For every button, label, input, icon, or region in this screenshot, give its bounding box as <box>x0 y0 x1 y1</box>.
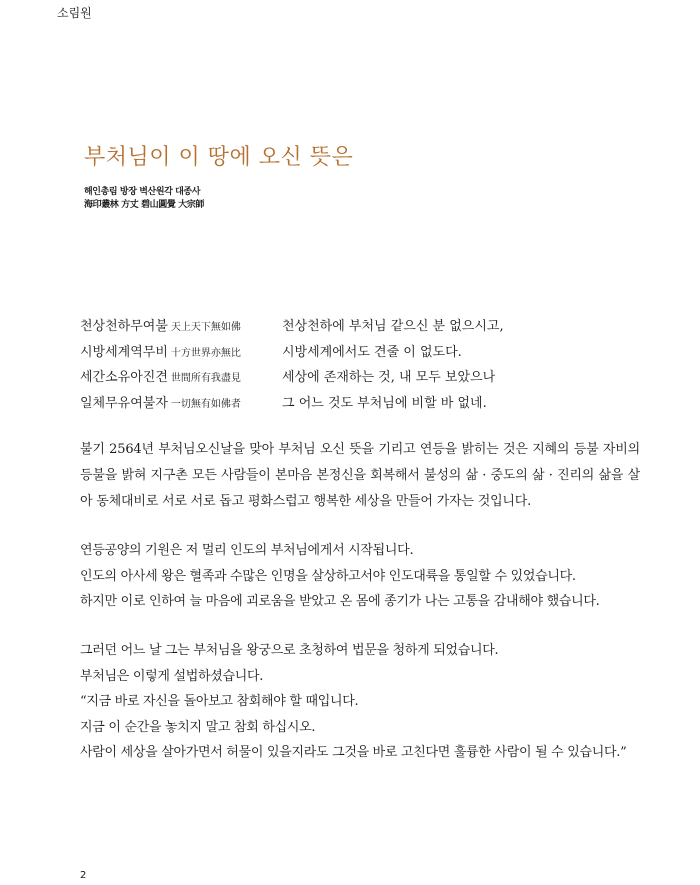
verse-hangul: 천상천하무여불 <box>80 319 168 334</box>
verse-meaning: 천상천하에 부처님 같으신 분 없으시고, <box>282 319 504 334</box>
verse-original <box>80 391 241 418</box>
verse-meaning: 그 어느 것도 부처님에 비할 바 없네. <box>282 395 487 411</box>
verse-original <box>80 314 241 341</box>
verse-meaning: 세상에 존재하는 것, 내 모두 보았으나 <box>282 370 496 385</box>
verse-hanja: 世間所有我盡見 <box>170 373 241 384</box>
author-credit <box>84 186 204 212</box>
verse-hanja: 天上天下無如佛 <box>170 322 241 333</box>
paragraph-line: “지금 바로 자신을 돌아보고 참회해야 할 때입니다. <box>80 694 359 709</box>
author-line-hanja: 海印叢林 方丈 碧山圓覺 大宗師 <box>84 200 205 210</box>
verse-hangul: 시방세계역무비 <box>80 344 168 360</box>
verse-hangul: 일체무유여불자 <box>80 395 168 411</box>
page-number: 2 <box>80 870 87 881</box>
body-paragraph-lantern-meaning: 불기 2564년 부처님오신날을 맞아 부처님 오신 뜻을 기리고 연등을 밝히는 것은 지혜의 등불 자비의 등불을 밝혀 지구촌 모든 사람들이 본마음 본정신을 회복해서 불성의 삶 · 중도의 삶 · 진리의 삶을 살아 동체대비로 서로 서로 돕고 평화스럽고 행복한 세상을 만들어 가자는 것입니다. <box>80 442 640 509</box>
body-paragraph-lantern-origin <box>80 538 640 615</box>
verse-hangul: 세간소유아진견 <box>80 370 168 385</box>
verse-original <box>80 365 241 392</box>
verse-hanja: 一切無有如佛者 <box>170 398 241 410</box>
paragraph-line: 인도의 아사세 왕은 혈족과 수많은 인명을 살상하고서야 인도대륙을 통일할 수 있었습니다. <box>80 568 576 584</box>
paragraph-line: 지금 이 순간을 놓치지 말고 참회 하십시오. <box>80 719 316 735</box>
paragraph-line: 사람이 세상을 살아가면서 허물이 있을지라도 그것을 바로 고친다면 훌륭한 사람이 될 수 있습니다.” <box>80 745 627 760</box>
body-paragraph-buddha-sermon <box>80 638 640 766</box>
paragraph-line: 하지만 이로 인하여 늘 마음에 괴로움을 받았고 온 몸에 종기가 나는 고통을 감내해야 했습니다. <box>80 594 600 609</box>
paragraph-line: 연등공양의 기원은 저 멀리 인도의 부처님에게서 시작됩니다. <box>80 543 414 558</box>
verse-hanja: 十方世界亦無比 <box>170 347 241 359</box>
author-line-hangul: 해인총림 방장 벽산원각 대종사 <box>84 187 201 197</box>
paragraph-line: 부처님은 이렇게 설법하셨습니다. <box>80 668 264 684</box>
paragraph-line: 그러던 어느 날 그는 부처님을 왕궁으로 초청하여 법문을 청하게 되었습니다. <box>80 643 499 658</box>
article-title: 부처님이 이 땅에 오신 뜻은 <box>84 145 354 170</box>
verse-meaning: 시방세계에서도 견줄 이 없도다. <box>282 344 462 360</box>
verse-original <box>80 340 241 367</box>
running-header: 소림원 <box>57 6 92 20</box>
